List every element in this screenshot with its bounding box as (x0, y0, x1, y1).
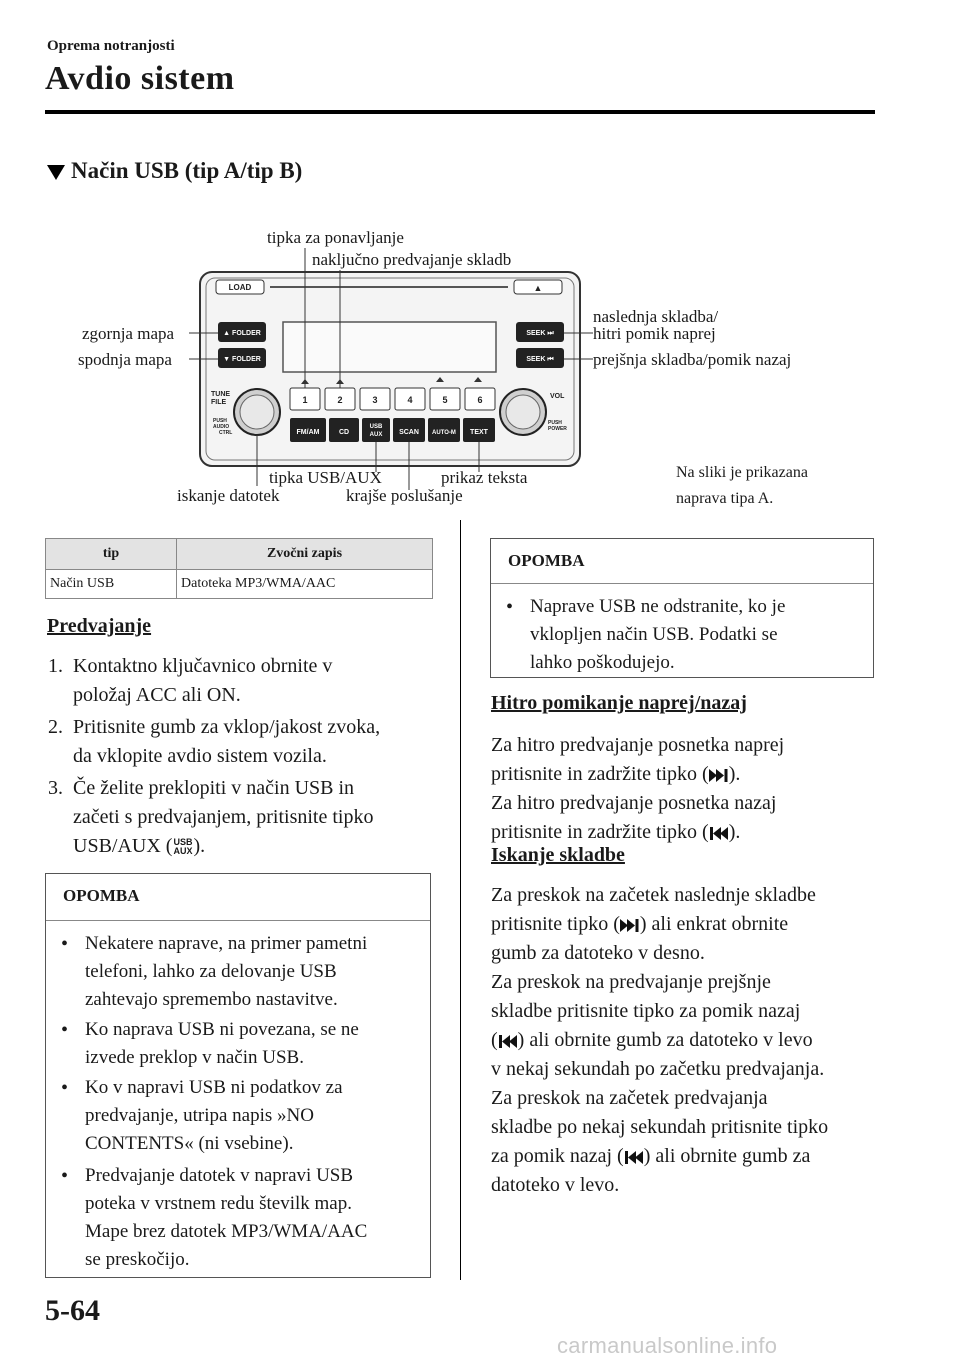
step-text-line: Kontaktno ključavnico obrnite v (73, 655, 333, 677)
label-next-track-2: hitri pomik naprej (593, 324, 716, 343)
paragraph-text: Za hitro predvajanje posnetka nazaj (491, 792, 777, 814)
step-3 (48, 774, 438, 861)
bullet-line: Nekatere naprave, na primer pametni (85, 933, 368, 954)
label-usb-aux: tipka USB/AUX (269, 468, 382, 487)
watermark: carmanualsonline.info (557, 1333, 778, 1358)
note-head: OPOMBA (63, 886, 140, 905)
label-random: naključno predvajanje skladb (312, 250, 512, 269)
note-bullet (61, 1074, 426, 1158)
step-text-line: položaj ACC ali ON. (73, 684, 241, 706)
seek-next-label: SEEK ⏭ (526, 330, 554, 337)
image-note (676, 460, 808, 512)
next-track-icon (620, 919, 640, 932)
preset-2-label: 2 (337, 395, 343, 405)
eject-icon: ▲ (533, 283, 543, 293)
step-text-line: Če želite preklopiti v način USB in (73, 777, 355, 799)
usb-glyph-bottom: AUX (173, 846, 193, 857)
ctrl-label: CTRL (219, 430, 233, 436)
paragraph-text: gumb za datoteko v desno. (491, 942, 705, 964)
audio-label: AUDIO (213, 424, 230, 430)
bullet-line: lahko poškodujejo. (530, 652, 675, 673)
folder-down-label: ▼ FOLDER (223, 356, 261, 363)
bullet-line: predvajanje, utripa napis »NO (85, 1105, 314, 1126)
step-1 (48, 652, 438, 710)
step-text-line (73, 832, 438, 861)
table-header: Zvočni zapis (177, 539, 433, 570)
search-paragraph (491, 881, 881, 1200)
paragraph-text: Za hitro predvajanje posnetka naprej (491, 734, 785, 756)
paragraph-text: Za preskok na začetek naslednje skladbe (491, 884, 816, 906)
bullet-line: Ko naprava USB ni povezana, se ne (85, 1019, 359, 1040)
display (283, 322, 496, 372)
bullet-line: izvede preklop v način USB. (85, 1047, 304, 1068)
load-label: LOAD (228, 283, 252, 292)
push-label-right: PUSH (548, 420, 562, 426)
paragraph-text: datoteko v levo. (491, 1174, 620, 1196)
preset-3-label: 3 (372, 395, 378, 405)
step-2 (48, 713, 438, 771)
paragraph-text: za pomik nazaj ( (491, 1145, 624, 1167)
paragraph-text: skladbe po nekaj sekundah pritisnite tipko (491, 1116, 829, 1138)
label-folder-down: spodnja mapa (78, 350, 172, 369)
note-box-left (45, 873, 431, 1278)
note-separator (491, 583, 873, 584)
paragraph-text: ). (728, 821, 741, 843)
cd-label: CD (338, 429, 350, 436)
paragraph-line (491, 1055, 881, 1084)
preset-6-label: 6 (477, 395, 483, 405)
paragraph-line (491, 731, 881, 760)
label-file-search: iskanje datotek (177, 486, 280, 505)
label-repeat: tipka za ponavljanje (267, 228, 404, 247)
volume-knob-inner (506, 395, 540, 429)
paragraph-text: v nekaj sekundah po začetku predvajanja. (491, 1058, 825, 1080)
table-cell: Datoteka MP3/WMA/AAC (177, 570, 433, 599)
paragraph-line (491, 789, 881, 818)
seek-prev-label: SEEK ⏮ (526, 356, 554, 363)
format-table (45, 538, 433, 599)
preset-5-label: 5 (442, 395, 448, 405)
step-text-line: da vklopite avdio sistem vozila. (73, 745, 327, 767)
paragraph-line (491, 939, 881, 968)
paragraph-line (491, 881, 881, 910)
section-label: Oprema notranjosti (47, 38, 175, 54)
table-header: tip (46, 539, 177, 570)
note-bullet (61, 1162, 426, 1274)
table-cell: Način USB (46, 570, 177, 599)
note-bullet (506, 593, 866, 677)
image-note-line-2: naprava tipa A. (676, 490, 774, 507)
bullet-line: Mape brez datotek MP3/WMA/AAC (85, 1221, 368, 1242)
prev-track-icon (624, 1151, 644, 1164)
next-track-icon (709, 769, 729, 782)
paragraph-text: ) ali enkrat obrnite (639, 913, 789, 935)
bullet-line: Naprave USB ne odstranite, ko je (530, 596, 786, 617)
note-box-right (490, 538, 874, 678)
subhead-playback: Predvajanje (47, 615, 152, 637)
bullet-dot-icon: • (61, 1077, 69, 1099)
step-text-line: Pritisnite gumb za vklop/jakost zvoka, (73, 716, 381, 738)
paragraph-text: pritisnite in zadržite tipko ( (491, 821, 709, 843)
paragraph-line (491, 1026, 881, 1055)
bullet-line: Predvajanje datotek v napravi USB (85, 1165, 354, 1186)
note-bullet (61, 1016, 426, 1072)
paragraph-text: Za preskok na predvajanje prejšnje (491, 971, 771, 993)
paragraph-line (491, 760, 881, 789)
usb-aux-button (362, 418, 390, 442)
usb-aux-icon (173, 838, 192, 856)
auto-m-label: AUTO-M (432, 430, 456, 436)
label-text-display: prikaz teksta (441, 468, 528, 487)
scan-label: SCAN (399, 429, 419, 436)
text-label: TEXT (470, 429, 488, 436)
prev-track-icon (498, 1035, 518, 1048)
bullet-line: poteka v vrstnem redu številk map. (85, 1193, 352, 1214)
bullet-line: CONTENTS« (ni vsebine). (85, 1133, 294, 1154)
table-header-row (46, 539, 433, 570)
audio-knob-inner (240, 395, 274, 429)
label-scan: krajše poslušanje (346, 486, 463, 505)
page-number: 5-64 (45, 1294, 100, 1327)
usb-glyph-top: USB (173, 837, 193, 848)
tune-label: TUNE (211, 391, 231, 398)
paragraph-line (491, 997, 881, 1026)
paragraph-text: ) ali obrnite gumb za datoteko v levo (517, 1029, 813, 1051)
folder-up-label: ▲ FOLDER (223, 330, 261, 337)
power-label: POWER (548, 426, 567, 432)
bullet-dot-icon: • (61, 1019, 69, 1041)
bullet-line: se preskočijo. (85, 1249, 190, 1270)
paragraph-line (491, 818, 881, 847)
column-divider (460, 520, 461, 1280)
step-number: 2. (48, 716, 63, 738)
label-prev-track: prejšnja skladba/pomik nazaj (593, 350, 792, 369)
paragraph-line (491, 1113, 881, 1142)
bullet-line: vklopljen način USB. Podatki se (530, 624, 778, 645)
paragraph-line (491, 1084, 881, 1113)
paragraph-line (491, 1171, 881, 1200)
bullet-line: Ko v napravi USB ni podatkov za (85, 1077, 343, 1098)
paragraph-text: ) ali obrnite gumb za (643, 1145, 811, 1167)
bullet-line: telefoni, lahko za delovanje USB (85, 961, 337, 982)
paragraph-text: skladbe pritisnite tipko za pomik nazaj (491, 1000, 801, 1022)
label-folder-up: zgornja mapa (82, 324, 175, 343)
bullet-dot-icon: • (61, 1165, 69, 1187)
fm-am-label: FM/AM (296, 429, 320, 436)
bullet-dot-icon: • (61, 933, 69, 955)
push-label-left: PUSH (213, 418, 227, 424)
paragraph-text: pritisnite in zadržite tipko ( (491, 763, 709, 785)
section-heading-text: Način USB (tip A/tip B) (71, 158, 303, 183)
chapter-title: Avdio sistem (45, 60, 235, 97)
note-head: OPOMBA (508, 551, 585, 570)
table-row (46, 570, 433, 599)
note-bullet (61, 930, 426, 1014)
paragraph-text: ( (491, 1029, 498, 1051)
step-number: 3. (48, 777, 63, 799)
ff-paragraph (491, 731, 881, 847)
paragraph-text: pritisnite tipko ( (491, 913, 620, 935)
file-label: FILE (211, 399, 227, 406)
usb-label: USB (369, 424, 383, 430)
paragraph-line (491, 910, 881, 939)
step-text-fragment: USB/AUX ( (73, 835, 173, 857)
preset-1-label: 1 (302, 395, 308, 405)
bullet-line: zahtevajo spremembo nastavitve. (85, 989, 338, 1010)
note-separator (46, 920, 430, 921)
subhead-fast-forward: Hitro pomikanje naprej/nazaj (491, 692, 747, 714)
paragraph-line (491, 1142, 881, 1171)
vol-label: VOL (550, 393, 565, 400)
image-note-line-1: Na sliki je prikazana (676, 464, 808, 481)
preset-4-label: 4 (407, 395, 413, 405)
step-text-fragment: ). (193, 835, 206, 857)
step-number: 1. (48, 655, 63, 677)
prev-track-icon (709, 827, 729, 840)
bullet-dot-icon: • (506, 596, 514, 618)
aux-label: AUX (369, 432, 383, 438)
label-next-track-1: naslednja skladba/ (593, 307, 719, 326)
step-text-line: začeti s predvajanjem, pritisnite tipko (73, 806, 374, 828)
subhead-track-search: Iskanje skladbe (491, 844, 625, 866)
paragraph-text: Za preskok na začetek predvajanja (491, 1087, 768, 1109)
paragraph-line (491, 968, 881, 997)
paragraph-text: ). (728, 763, 741, 785)
